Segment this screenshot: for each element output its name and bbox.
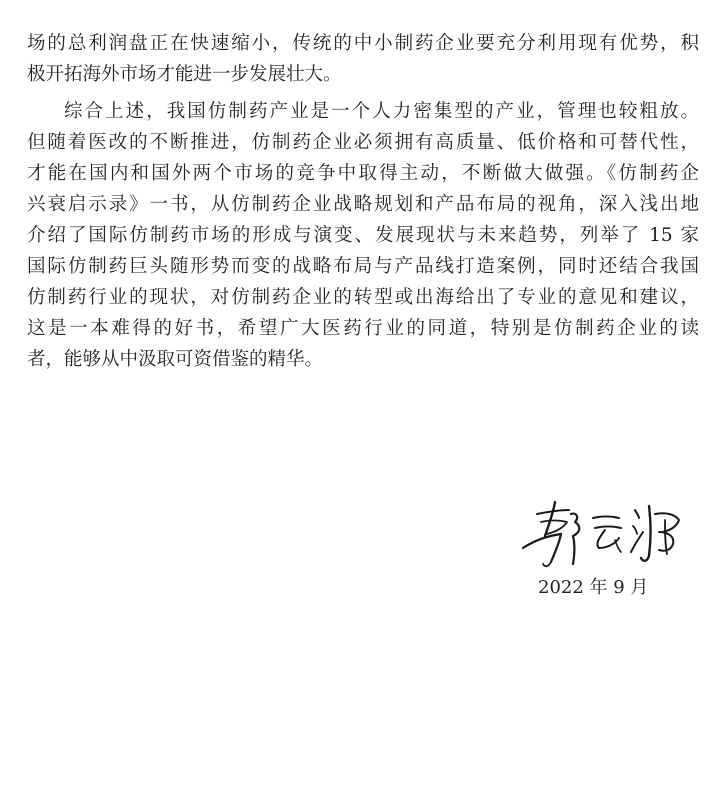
signature-stroke (631, 532, 643, 552)
paragraph-2-line-1: 综合上述，我国仿制药产业是一个人力密集型的产业，管理也较粗放。 (64, 101, 699, 122)
paragraph-1-line-2: 极开拓海外市场才能进一步发展壮大。 (27, 64, 342, 85)
paragraph-2-line-9: 者，能够从中汲取可资借鉴的精华。 (27, 349, 324, 370)
paragraph-2-line-4: 兴衰启示录》一书，从仿制药企业战略规划和产品布局的视角，深入浅出地 (27, 194, 699, 215)
signature-stroke (665, 520, 667, 554)
body-text (27, 28, 699, 375)
signature-stroke (541, 521, 567, 535)
paragraph-2-line-7: 仿制药行业的现状，对仿制药企业的转型或出海给出了专业的意见和建议， (27, 287, 699, 308)
signature-stroke (543, 562, 551, 566)
paragraph-2-line-6: 国际仿制药巨头随形势而变的战略布局与产品线打造案例，同时还结合我国 (27, 256, 699, 277)
signature-stroke (597, 530, 619, 548)
paragraph-2-line-5: 介绍了国际仿制药市场的形成与演变、发展现状与未来趋势，列举了 15 家 (27, 225, 699, 246)
paragraph-2-line-3: 才能在国内和国外两个市场的竞争中取得主动，不断做大做强。《仿制药企 (27, 163, 699, 184)
signature-stroke (593, 517, 619, 519)
signature-stroke (523, 534, 561, 562)
signature-stroke (571, 514, 579, 564)
signature-stroke (633, 526, 637, 534)
paragraph-2-line-2: 但随着医改的不断推进，仿制药企业必须拥有高质量、低价格和可替代性， (27, 132, 699, 153)
signature-stroke (615, 540, 621, 552)
paragraph-2-line-8: 这是一本难得的好书，希望广大医药行业的同道，特别是仿制药企业的读 (27, 318, 699, 339)
signature-stroke (545, 502, 555, 536)
signature-stroke (655, 513, 679, 532)
handwritten-signature (515, 492, 695, 572)
paragraph-1-line-1: 场的总利润盘正在快速缩小，传统的中小制药企业要充分利用现有优势，积 (27, 33, 699, 54)
date-line: 2022 年 9 月 (538, 577, 649, 598)
signature-stroke (595, 527, 621, 529)
signature-stroke (635, 510, 639, 518)
